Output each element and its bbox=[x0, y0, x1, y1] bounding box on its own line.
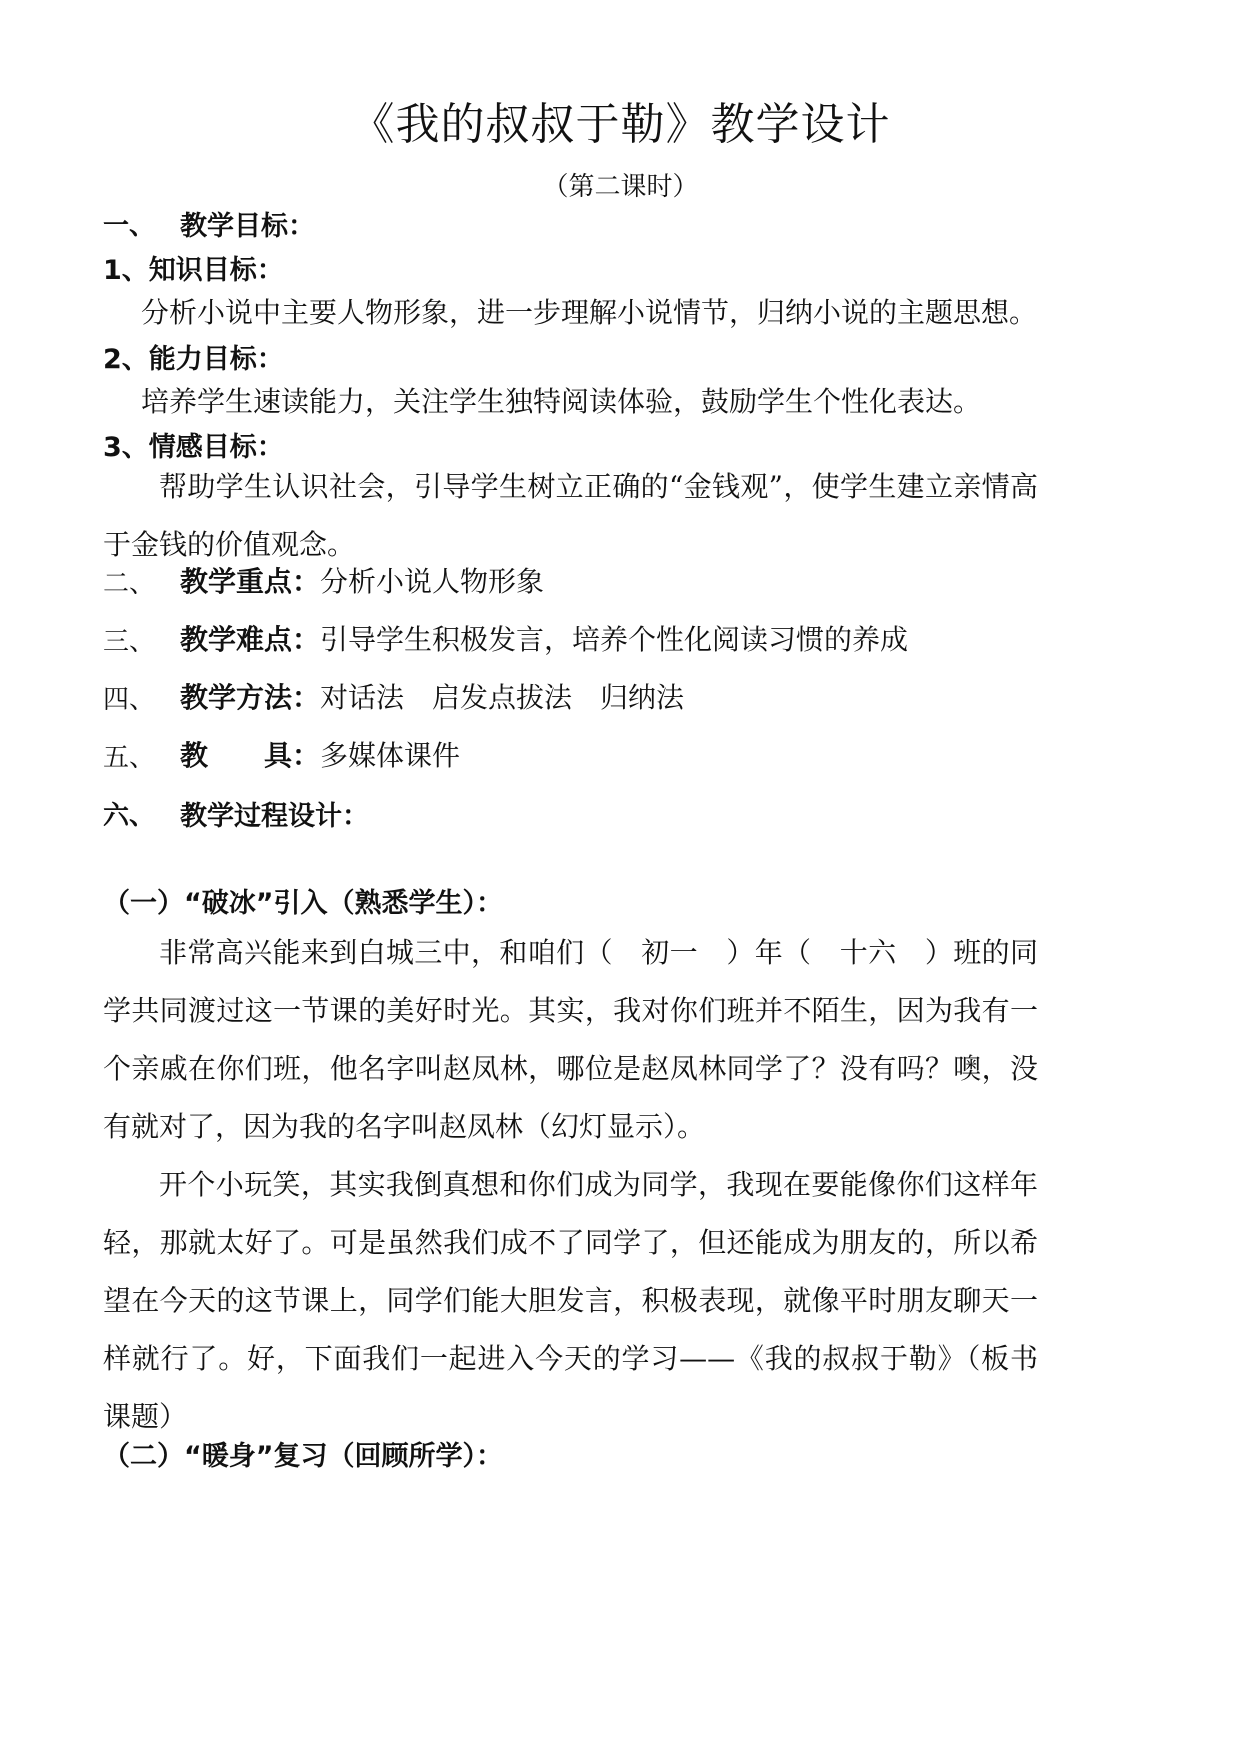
section-5-number: 五、 bbox=[103, 743, 156, 773]
document-subtitle: （第二课时） bbox=[542, 172, 699, 202]
section-4-number: 四、 bbox=[103, 685, 156, 715]
goal-2-text: 培养学生速读能力，关注学生独特阅读体验，鼓励学生个性化表达。 bbox=[141, 385, 982, 418]
section-2-line bbox=[180, 560, 544, 600]
goal-1-text: 分析小说中主要人物形象，进一步理解小说情节，归纳小说的主题思想。 bbox=[141, 296, 1038, 329]
section-2-text: 分析小说人物形象 bbox=[320, 565, 545, 598]
section-1-heading: 教学目标： bbox=[180, 211, 315, 242]
section-5-label: 教 具： bbox=[180, 739, 321, 772]
section-4-label: 教学方法： bbox=[180, 681, 321, 714]
section-6-number: 六、 bbox=[103, 801, 156, 831]
section-2-number: 二、 bbox=[103, 569, 156, 599]
part-1-paragraph-2: 开个小玩笑，其实我倒真想和你们成为同学，我现在要能像你们这样年轻，那就太好了。可是虽然我们成不了同学了，但还能成为朋友的，所以希望在今天的这节课上，同学们能大胆发言，积极表现，就像平时朋友聊天一样就行了。好，下面我们一起进入今天的学习——《我的叔叔于勒》（板书课题） bbox=[103, 1168, 1038, 1433]
goal-1-heading: 1、知识目标： bbox=[103, 255, 284, 286]
goal-3-text: 帮助学生认识社会，引导学生树立正确的“金钱观”，使学生建立亲情高于金钱的价值观念。 bbox=[103, 470, 1038, 561]
section-2-label: 教学重点： bbox=[180, 565, 321, 598]
document-title: 《我的叔叔于勒》教学设计 bbox=[350, 99, 891, 150]
part-1-heading: （一）“破冰”引入（熟悉学生）： bbox=[103, 888, 503, 919]
section-4-line bbox=[180, 676, 684, 716]
part-1-paragraph-1: 非常高兴能来到白城三中，和咱们（ 初一 ）年（ 十六 ）班的同学共同渡过这一节课的美好时光。其实，我对你们班并不陌生，因为我有一个亲戚在你们班，他名字叫赵凤林，哪位是赵凤林同学了？没有吗？噢，没有就对了，因为我的名字叫赵凤林（幻灯显示）。 bbox=[103, 936, 1038, 1143]
section-3-number: 三、 bbox=[103, 627, 156, 657]
section-3-label: 教学难点： bbox=[180, 623, 321, 656]
section-5-text: 多媒体课件 bbox=[320, 739, 461, 772]
part-2-heading: （二）“暖身”复习（回顾所学）： bbox=[103, 1441, 503, 1472]
section-5-line bbox=[180, 734, 460, 774]
goal-3-heading: 3、情感目标： bbox=[103, 432, 284, 463]
section-4-text: 对话法 启发点拔法 归纳法 bbox=[320, 681, 685, 714]
section-3-text: 引导学生积极发言，培养个性化阅读习惯的养成 bbox=[320, 623, 909, 656]
section-6-heading: 教学过程设计： bbox=[180, 801, 369, 832]
goal-2-heading: 2、能力目标： bbox=[103, 344, 284, 375]
section-3-line bbox=[180, 618, 908, 658]
section-1-number: 一、 bbox=[103, 211, 156, 241]
